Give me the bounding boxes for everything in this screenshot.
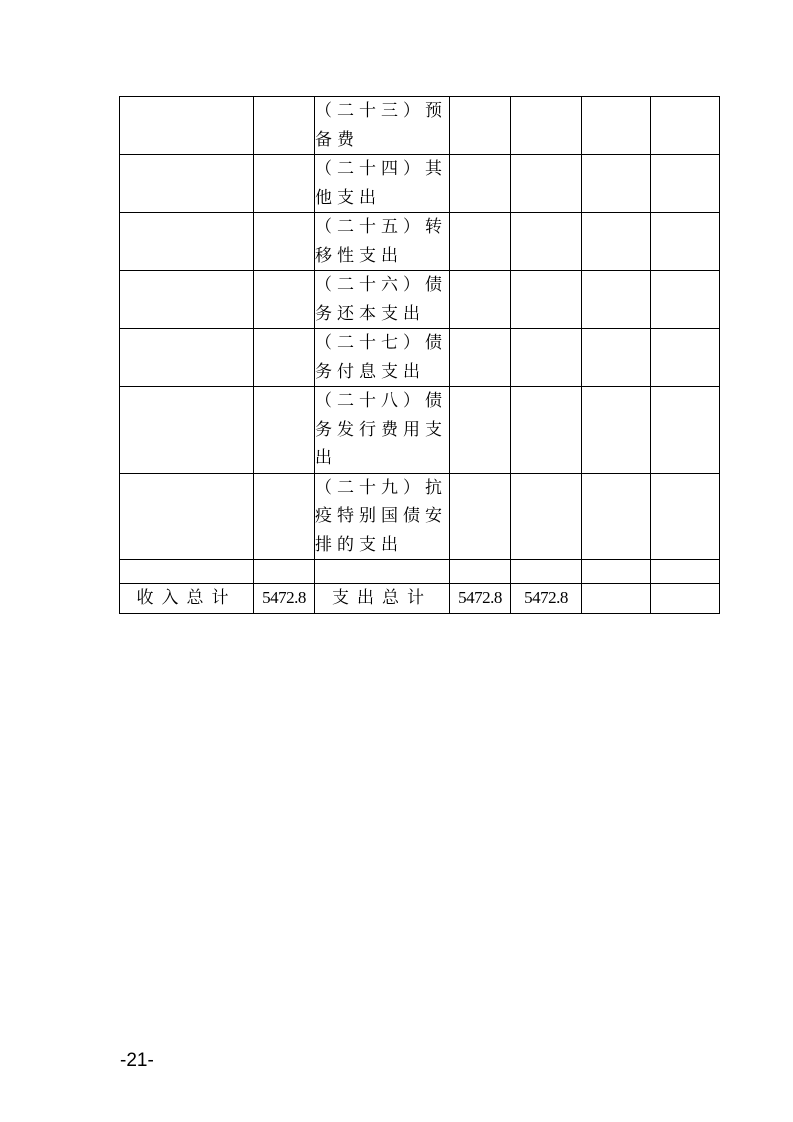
table-cell	[120, 97, 254, 155]
table-cell	[582, 329, 651, 387]
table-cell	[450, 213, 511, 271]
totals-row	[120, 584, 720, 614]
table-cell	[651, 155, 720, 213]
page-number: -21-	[120, 1050, 154, 1071]
table-cell	[651, 473, 720, 560]
table-cell	[450, 271, 511, 329]
table-cell	[582, 560, 651, 584]
table-row	[120, 213, 720, 271]
table-cell	[254, 387, 315, 474]
table-cell	[651, 97, 720, 155]
table-cell	[651, 271, 720, 329]
table-cell	[511, 473, 582, 560]
expense-item: （二十三）预备费	[315, 97, 450, 155]
table-cell	[511, 97, 582, 155]
table-cell	[582, 473, 651, 560]
table-cell	[651, 213, 720, 271]
table-cell	[511, 560, 582, 584]
table-cell	[120, 560, 254, 584]
table-cell	[582, 271, 651, 329]
table-cell	[254, 473, 315, 560]
expense-total-value-2: 5472.8	[511, 584, 582, 614]
table-cell	[450, 560, 511, 584]
income-total-label: 收入总计	[120, 584, 254, 614]
expense-item: （二十四）其他支出	[315, 155, 450, 213]
table-cell	[254, 213, 315, 271]
table-cell	[450, 329, 511, 387]
table-cell	[450, 387, 511, 474]
table-cell	[651, 560, 720, 584]
table-cell	[582, 155, 651, 213]
table-cell	[651, 387, 720, 474]
table-cell	[254, 97, 315, 155]
table-cell	[511, 387, 582, 474]
table-cell	[582, 584, 651, 614]
table-row	[120, 473, 720, 560]
expense-total-value: 5472.8	[450, 584, 511, 614]
table-cell	[315, 560, 450, 584]
table-cell	[254, 271, 315, 329]
table-cell	[120, 213, 254, 271]
income-total-value: 5472.8	[254, 584, 315, 614]
expense-item: （二十七）债务付息支出	[315, 329, 450, 387]
table-cell	[511, 213, 582, 271]
expense-item: （二十九）抗疫特别国债安排的支出	[315, 473, 450, 560]
table-cell	[120, 271, 254, 329]
table-row	[120, 97, 720, 155]
table-row	[120, 329, 720, 387]
table-cell	[450, 473, 511, 560]
table-cell	[511, 271, 582, 329]
table-row	[120, 271, 720, 329]
table-cell	[254, 329, 315, 387]
table-cell	[120, 387, 254, 474]
table-row	[120, 387, 720, 474]
table-cell	[120, 473, 254, 560]
expense-item: （二十六）债务还本支出	[315, 271, 450, 329]
table-cell	[511, 329, 582, 387]
table-cell	[651, 584, 720, 614]
table-cell	[254, 560, 315, 584]
table-row	[120, 155, 720, 213]
expense-item: （二十五）转移性支出	[315, 213, 450, 271]
table-cell	[450, 97, 511, 155]
table-cell	[120, 329, 254, 387]
expense-total-label: 支出总计	[315, 584, 450, 614]
table-cell	[582, 97, 651, 155]
table-cell	[254, 155, 315, 213]
table-cell	[450, 155, 511, 213]
table-cell	[582, 213, 651, 271]
expense-item: （二十八）债务发行费用支出	[315, 387, 450, 474]
budget-table	[119, 96, 720, 614]
table-cell	[582, 387, 651, 474]
table-cell	[511, 155, 582, 213]
blank-row	[120, 560, 720, 584]
table-cell	[651, 329, 720, 387]
table-cell	[120, 155, 254, 213]
